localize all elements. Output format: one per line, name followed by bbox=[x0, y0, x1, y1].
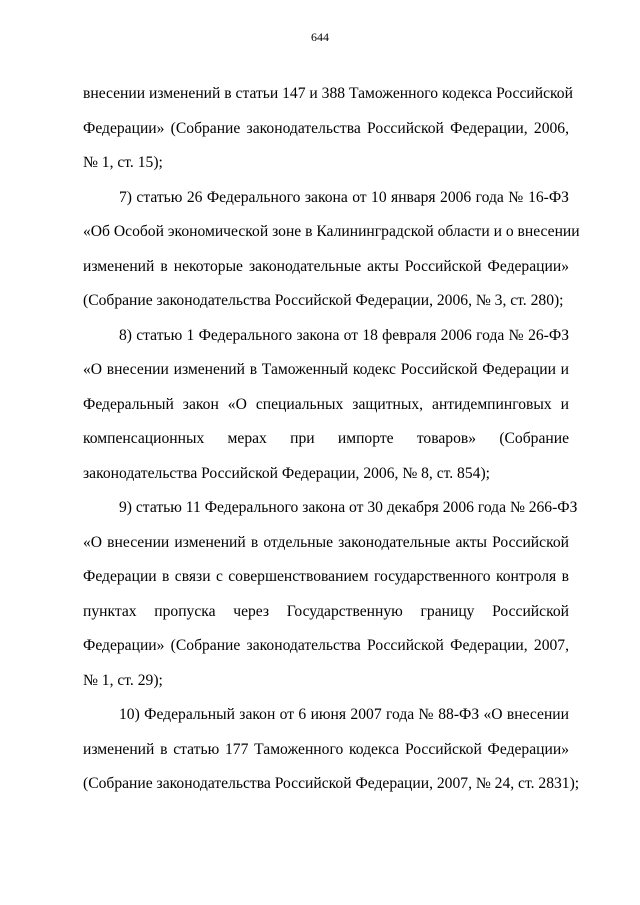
list-item-8-line: 8) статью 1 Федерального закона от 18 февраля 2006 года № 26-ФЗ bbox=[119, 326, 569, 344]
text-line: Федерации в связи с совершенствованием государственного контроля в bbox=[83, 568, 569, 585]
list-item-7-line: 7) статью 26 Федерального закона от 10 января 2006 года № 16-ФЗ bbox=[119, 188, 569, 206]
text-line: компенсационных мерах при импорте товаров» (Собрание bbox=[83, 430, 569, 447]
text-line: «О внесении изменений в отдельные законодательные акты Российской bbox=[83, 533, 569, 551]
text-line: внесении изменений в статьи 147 и 388 Таможенного кодекса Российской bbox=[83, 85, 573, 102]
text-line: изменений в статью 177 Таможенного кодекса Российской Федерации» bbox=[83, 740, 569, 758]
text-line: Федеральный закон «О специальных защитных, антидемпинговых и bbox=[83, 395, 569, 413]
text-line: № 1, ст. 29); bbox=[83, 671, 163, 689]
text-line: Федерации» (Собрание законодательства Российской Федерации, 2006, bbox=[83, 119, 569, 137]
text-line: «Об Особой экономической зоне в Калининградской области и о внесении bbox=[83, 223, 580, 240]
page-number: 644 bbox=[311, 30, 329, 44]
document-body bbox=[83, 77, 580, 802]
text-line: (Собрание законодательства Российской Федерации, 2006, № 3, ст. 280); bbox=[83, 292, 564, 309]
text-line: законодательства Российской Федерации, 2006, № 8, ст. 854); bbox=[83, 464, 490, 482]
text-line: Федерации» (Собрание законодательства Российской Федерации, 2007, bbox=[83, 637, 569, 654]
list-item-10-line: 10) Федеральный закон от 6 июня 2007 года № 88-ФЗ «О внесении bbox=[119, 706, 569, 723]
text-line: пунктах пропуска через Государственную границу Российской bbox=[83, 602, 569, 620]
text-line: «О внесении изменений в Таможенный кодекс Российской Федерации и bbox=[83, 361, 569, 378]
text-line: № 1, ст. 15); bbox=[83, 154, 163, 171]
text-line: изменений в некоторые законодательные акты Российской Федерации» bbox=[83, 257, 569, 275]
text-line: (Собрание законодательства Российской Федерации, 2007, № 24, ст. 2831); bbox=[83, 775, 580, 792]
list-item-9-line: 9) статью 11 Федерального закона от 30 декабря 2006 года № 266-ФЗ bbox=[119, 499, 578, 516]
